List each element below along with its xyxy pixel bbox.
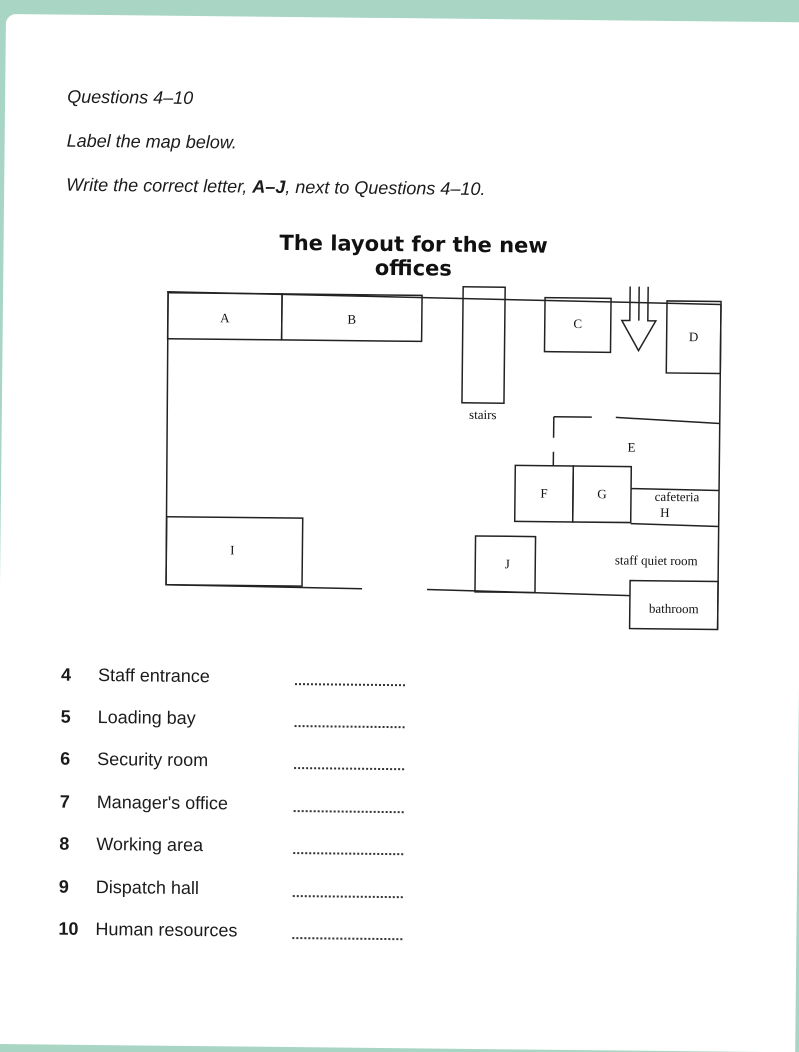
question-number: 9 bbox=[59, 877, 89, 898]
question-label: Working area bbox=[96, 834, 203, 856]
office-floor-plan bbox=[0, 14, 799, 662]
label-h: H bbox=[660, 505, 670, 520]
question-number: 4 bbox=[61, 665, 91, 686]
label-c: C bbox=[573, 316, 582, 331]
answer-blank[interactable] bbox=[294, 808, 404, 813]
instruction-post: , next to Questions 4–10. bbox=[285, 177, 485, 199]
label-f: F bbox=[540, 486, 547, 501]
label-g: G bbox=[597, 486, 607, 501]
instruction-pre: Write the correct letter, bbox=[66, 175, 252, 197]
answer-blank[interactable] bbox=[295, 723, 405, 728]
label-j: J bbox=[505, 556, 510, 571]
worksheet-page bbox=[0, 14, 799, 1052]
answer-blank[interactable] bbox=[293, 893, 403, 898]
question-label: Manager's office bbox=[97, 792, 228, 814]
label-a: A bbox=[220, 310, 230, 325]
answer-blank[interactable] bbox=[293, 850, 403, 855]
instruction-letters: A–J bbox=[252, 177, 285, 197]
question-number: 5 bbox=[61, 707, 91, 728]
question-number: 6 bbox=[60, 749, 90, 770]
answer-blank[interactable] bbox=[292, 935, 402, 940]
question-label: Security room bbox=[97, 749, 208, 771]
label-d: D bbox=[689, 329, 699, 344]
answer-blank[interactable] bbox=[294, 765, 404, 770]
label-bathroom: bathroom bbox=[649, 601, 699, 617]
questions-heading: Questions 4–10 bbox=[67, 87, 193, 109]
question-label: Staff entrance bbox=[98, 665, 210, 687]
question-number: 7 bbox=[60, 792, 90, 813]
label-b: B bbox=[347, 312, 356, 327]
label-stairs: stairs bbox=[469, 407, 497, 422]
question-label: Loading bay bbox=[98, 707, 196, 729]
question-label: Dispatch hall bbox=[96, 877, 199, 899]
instruction-label-map: Label the map below. bbox=[67, 131, 237, 154]
question-number: 10 bbox=[58, 919, 88, 940]
label-staff-quiet-room: staff quiet room bbox=[615, 552, 698, 568]
map-title: The layout for the new offices bbox=[243, 231, 583, 283]
label-i: I bbox=[230, 542, 235, 557]
answer-blank[interactable] bbox=[295, 681, 405, 686]
label-cafeteria: cafeteria bbox=[655, 489, 700, 504]
question-number: 8 bbox=[59, 834, 89, 855]
question-label: Human resources bbox=[95, 919, 237, 941]
stairs-block bbox=[462, 287, 505, 403]
label-e: E bbox=[627, 440, 635, 455]
